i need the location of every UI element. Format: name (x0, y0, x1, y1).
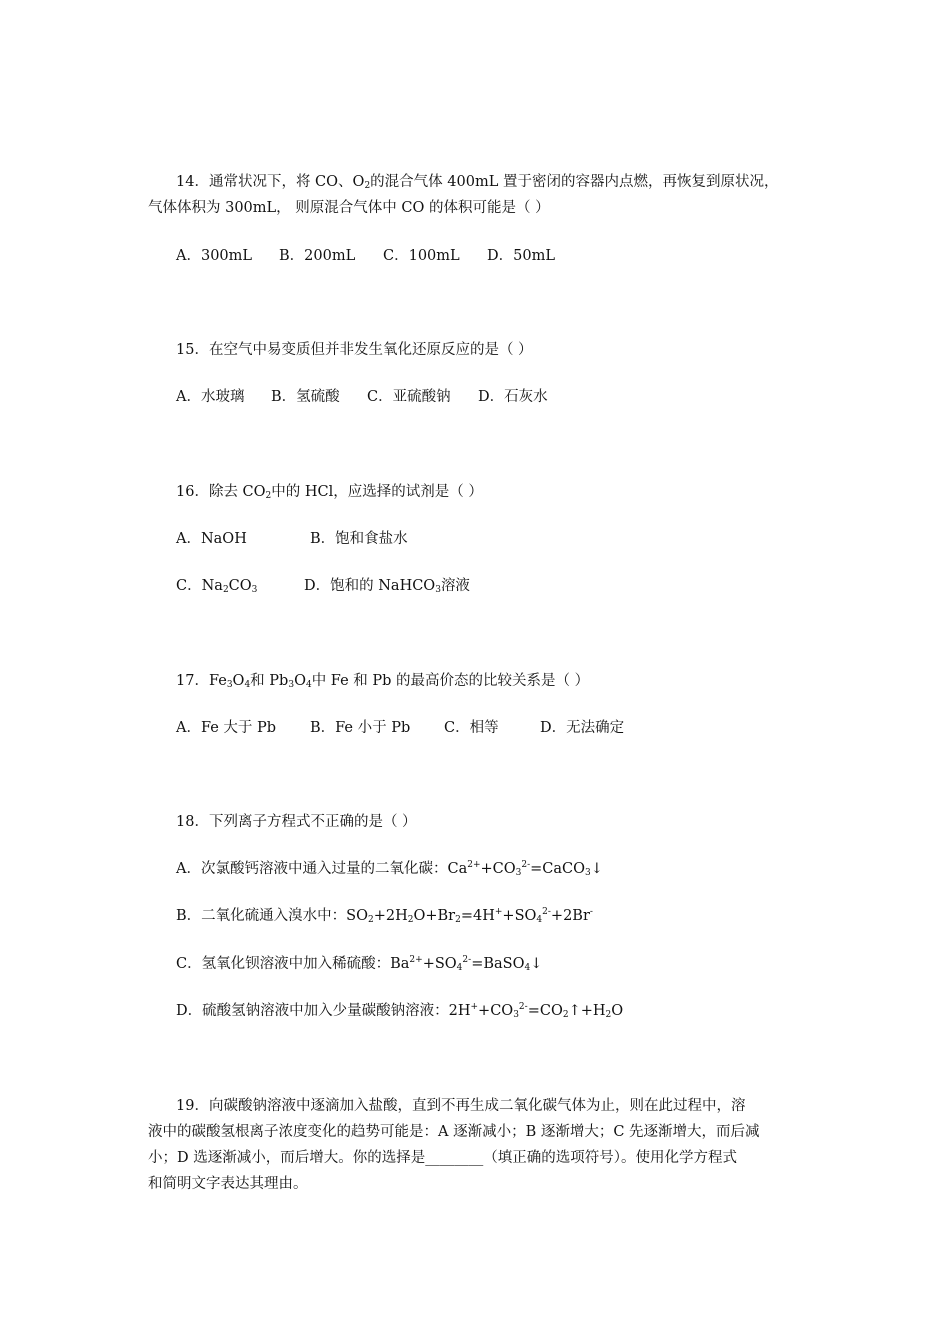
q16-option-b: B．饱和食盐水 (310, 531, 408, 547)
q18-d-text: ↑+H (568, 1003, 606, 1019)
q18-d-text: +CO (478, 1003, 514, 1019)
q18-option-b (176, 906, 593, 926)
q17-stem (176, 671, 589, 691)
q16-c-text: C．Na (176, 578, 223, 594)
q17-sub: 4 (244, 680, 251, 690)
q17-option-d: D．无法确定 (540, 720, 625, 736)
q18-d-sup: 2- (518, 1002, 528, 1012)
q18-b-sub: 4 (536, 915, 543, 925)
q18-c-sup: 2- (462, 955, 472, 965)
q16-option-a: A．NaOH (176, 531, 247, 547)
q16-d-text: 溶液 (440, 578, 470, 594)
q18-a-sub: 3 (585, 868, 591, 878)
q17-sub: 4 (305, 680, 312, 690)
q18-c-text: +SO (422, 956, 457, 972)
q18-c-sub: 4 (456, 963, 463, 973)
q18-stem: 18．下列离子方程式不正确的是（ ） (176, 814, 417, 830)
q18-a-sup: 2- (521, 860, 531, 870)
q18-c-text: ↓ (530, 956, 543, 972)
q14-option-a: A．300mL (176, 248, 253, 264)
q19-line-2: 液中的碳酸氢根离子浓度变化的趋势可能是：A 逐渐减小；B 逐渐增大；C 先逐渐增大，而后减 (148, 1124, 760, 1140)
q16-stem (176, 482, 483, 502)
q17-option-a: A．Fe 大于 Pb (176, 720, 277, 736)
q17-sub: 3 (226, 680, 233, 690)
q14-option-b: B．200mL (279, 248, 356, 264)
q16-sub: 2 (265, 491, 272, 501)
q18-b-sup: - (589, 907, 593, 917)
q16-option-d (304, 576, 470, 596)
q14-stem-line1 (176, 172, 778, 192)
q18-d-sub: 3 (513, 1010, 519, 1020)
q18-c-text: C．氢氧化钡溶液中加入稀硫酸：Ba (176, 956, 410, 972)
q16-d-sub: 3 (435, 585, 441, 595)
q14-option-c: C．100mL (383, 248, 460, 264)
q18-d-sup: + (470, 1002, 479, 1012)
q18-d-text: O (611, 1003, 624, 1019)
q18-a-text: +CO (480, 861, 516, 877)
q18-b-sub: 2 (407, 915, 414, 925)
q18-b-sub: 2 (367, 915, 374, 925)
q18-b-text: =4H (460, 908, 495, 924)
q16-d-text: D．饱和的 NaHCO (304, 578, 436, 594)
q15-option-c: C．亚硫酸钠 (367, 389, 451, 405)
q16-option-c (176, 576, 257, 596)
q18-b-sup: + (494, 907, 503, 917)
q18-a-sup: 2+ (467, 860, 481, 870)
q18-a-text: A．次氯酸钙溶液中通入过量的二氧化碳：Ca (176, 861, 468, 877)
q15-option-a: A．水玻璃 (176, 389, 245, 405)
q17-text: O (294, 673, 306, 689)
q18-a-sub: 3 (515, 868, 522, 878)
q14-text: 14．通常状况下，将 CO、O (176, 174, 365, 190)
q16-c-text: CO (228, 578, 252, 594)
q14-sub: 2 (364, 181, 371, 191)
q19-line-4: 和简明文字表达其理由。 (148, 1176, 308, 1192)
q18-c-sup: 2+ (409, 955, 423, 965)
q17-sub: 3 (288, 680, 295, 690)
q14-stem-line2: 气体体积为 300mL， 则原混合气体中 CO 的体积可能是（ ） (148, 200, 550, 216)
q16-c-sub: 3 (251, 585, 258, 595)
q18-b-sup: 2- (542, 907, 551, 917)
q17-text: O (232, 673, 245, 689)
q16-text: 中的 HCl，应选择的试剂是（ ） (271, 484, 483, 500)
q18-b-text: O+Br (413, 908, 456, 924)
q16-c-sub: 2 (222, 585, 229, 595)
q19-line-1: 19．向碳酸钠溶液中逐滴加入盐酸，直到不再生成二氧化碳气体为止，则在此过程中，溶 (176, 1098, 746, 1114)
q17-text: 17．Fe (176, 673, 227, 689)
q18-option-a (176, 859, 603, 879)
q18-option-d (176, 1001, 623, 1021)
q14-text: 的混合气体 400mL 置于密闭的容器内点燃，再恢复到原状况， (370, 174, 779, 190)
q15-option-d: D．石灰水 (478, 389, 548, 405)
q18-b-text: +2Br (550, 908, 590, 924)
q18-b-sub: 2 (455, 915, 461, 925)
q18-b-text: +SO (502, 908, 537, 924)
q18-d-sub: 2 (562, 1010, 569, 1020)
q18-d-text: =CO (527, 1003, 563, 1019)
q18-a-text: =CaCO (530, 861, 586, 877)
q17-option-b: B．Fe 小于 Pb (310, 720, 411, 736)
q18-option-c (176, 954, 542, 974)
q18-d-text: D．硫酸氢钠溶液中加入少量碳酸钠溶液：2H (176, 1003, 471, 1019)
q18-b-text: +2H (373, 908, 408, 924)
q15-stem: 15．在空气中易变质但并非发生氧化还原反应的是（ ） (176, 342, 533, 358)
q18-d-sub: 2 (605, 1010, 612, 1020)
q19-line-3: 小；D 选逐渐减小，而后增大。你的选择是________（填正确的选项符号）。使用化学方程式 (148, 1150, 737, 1166)
q17-text: 和 Pb (250, 673, 289, 689)
q18-a-text: ↓ (590, 861, 603, 877)
q18-b-text: B．二氧化硫通入溴水中：SO (176, 908, 368, 924)
q17-option-c: C．相等 (444, 720, 499, 736)
q14-option-d: D．50mL (487, 248, 555, 264)
q18-c-text: =BaSO (471, 956, 525, 972)
q15-option-b: B．氢硫酸 (271, 389, 340, 405)
q16-text: 16．除去 CO (176, 484, 266, 500)
q17-text: 中 Fe 和 Pb 的最高价态的比较关系是（ ） (311, 673, 590, 689)
q18-c-sub: 4 (524, 963, 531, 973)
